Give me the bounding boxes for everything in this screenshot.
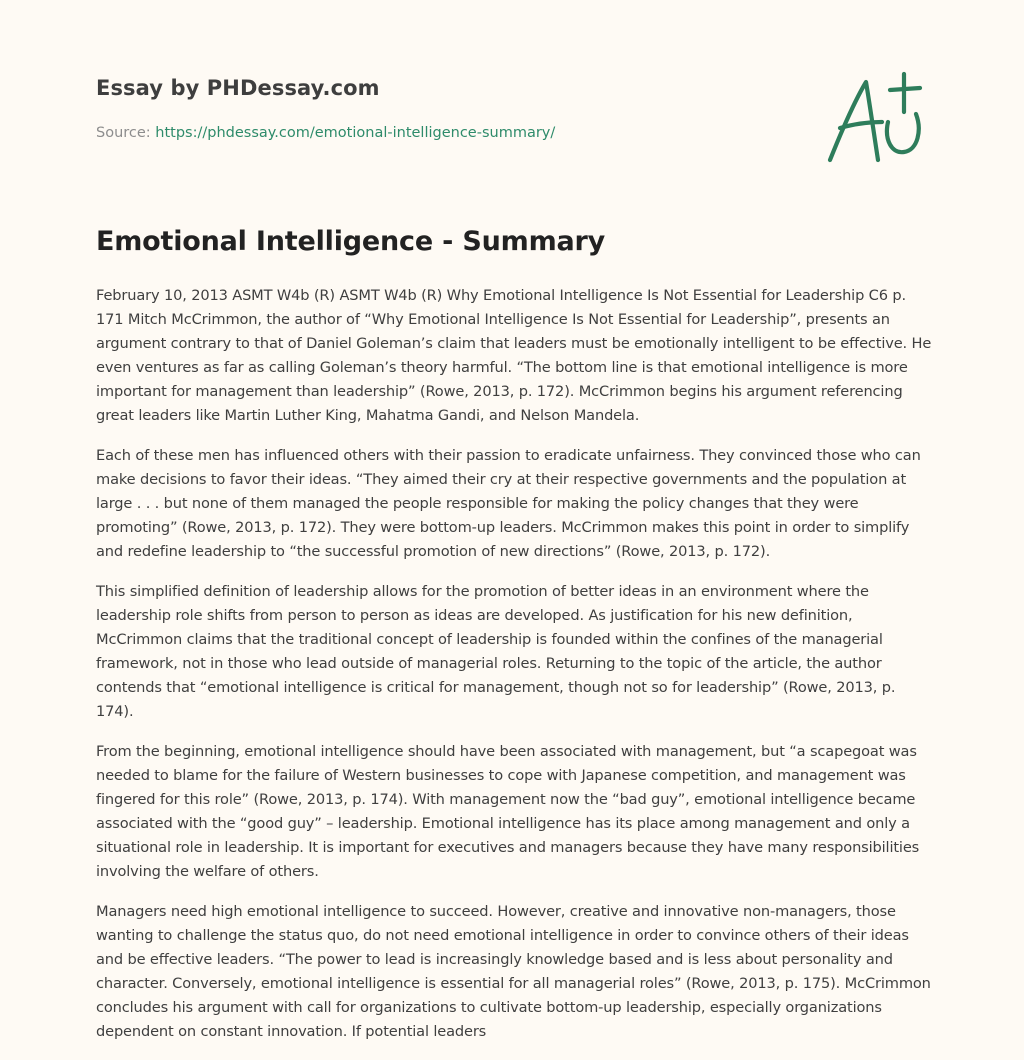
essay-paragraph: Managers need high emotional intelligence to succeed. However, creative and innovative non-managers, those wanting to challenge the status quo, do not need emotional intelligence in order to convince others of their ideas and be effective leaders. “The power to lead is increasingly knowledge based and is less about personality and character. Conversely, emotional intelligence is essential for all managerial roles” (Rowe, 2013, p. 175). McCrimmon concludes his argument with call for organizations to cultivate bottom-up leadership, especially organizations dependent on constant innovation. If potential leaders — [96, 903, 931, 1040]
source-link[interactable]: https://phdessay.com/emotional-intelligence-summary/ — [155, 125, 556, 141]
source-label: Source: — [96, 125, 156, 141]
essay-paragraph: From the beginning, emotional intelligence should have been associated with management, but “a scapegoat was needed to blame for the failure of Western businesses to cope with Japanese competition, and management was fingered for this role” (Rowe, 2013, p. 174). With management now the “bad guy”, emotional intelligence became associated with the “good guy” – leadership. Emotional intelligence has its place among management and only a situational role in leadership. It is important for executives and managers because they have many responsibilities involving the welfare of others. — [96, 743, 920, 880]
essay-title: Emotional Intelligence - Summary — [96, 226, 606, 257]
essay-paragraph: Each of these men has influenced others with their passion to eradicate unfairness. They convinced those who can make decisions to favor their ideas. “They aimed their cry at their respective governments and the population at large . . . but none of them managed the people responsible for making the policy changes that they were promoting” (Rowe, 2013, p. 172). They were bottom-up leaders. McCrimmon makes this point in order to simplify and redefine leadership to “the successful promotion of new directions” (Rowe, 2013, p. 172). — [96, 447, 921, 560]
essay-paragraph: This simplified definition of leadership allows for the promotion of better ideas in an environment where the leadership role shifts from person to person as ideas are developed. As justification for his new definition, McCrimmon claims that the traditional concept of leadership is founded within the confines of the managerial framework, not in those who lead outside of managerial roles. Returning to the topic of the article, the author contends that “emotional intelligence is critical for management, though not so for leadership” (Rowe, 2013, p. 174). — [96, 583, 896, 720]
essay-paragraph: February 10, 2013 ASMT W4b (R) ASMT W4b (R) Why Emotional Intelligence Is Not Essential for Leadership C6 p. 171 Mitch McCrimmon, the author of “Why Emotional Intelligence Is Not Essential for Leadership”, presents an argument contrary to that of Daniel Goleman’s claim that leaders must be emotionally intelligent to be effective. He even ventures as far as calling Goleman’s theory harmful. “The bottom line is that emotional intelligence is more important for management than leadership” (Rowe, 2013, p. 172). McCrimmon begins his argument referencing great leaders like Martin Luther King, Mahatma Gandi, and Nelson Mandela. — [96, 287, 932, 424]
header — [96, 76, 928, 176]
site-name: Essay by PHDessay.com — [96, 76, 380, 100]
essay-body — [96, 284, 932, 1060]
a-plus-logo — [824, 68, 928, 168]
source-line — [96, 125, 555, 141]
